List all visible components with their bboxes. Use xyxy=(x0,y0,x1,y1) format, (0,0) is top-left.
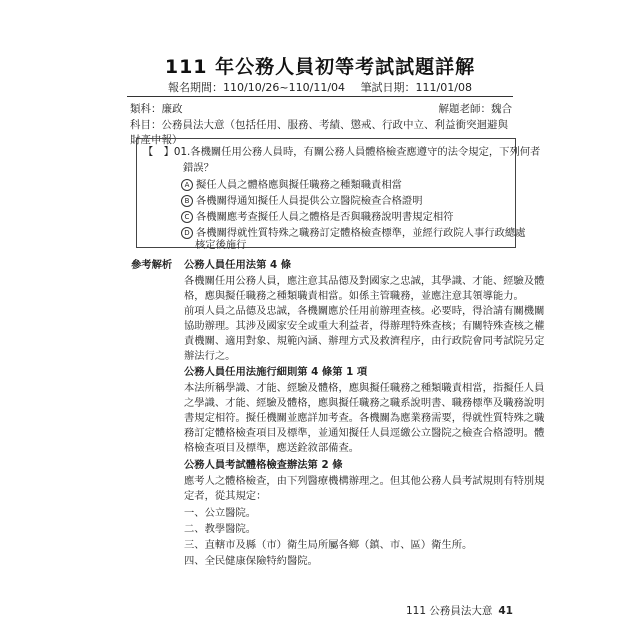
list-item: 一、公立醫院。 xyxy=(184,507,257,519)
option-c-mark: C xyxy=(181,211,193,223)
list-item: 三、直轄市及縣（市）衛生局所屬各鄉（鎮、市、區）衛生所。 xyxy=(184,539,473,551)
option-a xyxy=(181,176,402,191)
option-a-mark: A xyxy=(181,179,193,191)
option-b xyxy=(181,192,423,207)
law-heading-2: 公務人員任用法施行細則第 4 條第 1 項 xyxy=(184,366,368,378)
paragraph-line: 各機關任用公務人員，應注意其品德及對國家之忠誠，其學識、才能、經驗及體 xyxy=(184,275,545,287)
footer-text: 111 公務員法大意 xyxy=(405,605,493,617)
header-divider xyxy=(127,96,513,97)
question-stem xyxy=(143,143,540,158)
paragraph-line: 辦法行之。 xyxy=(184,350,236,362)
paragraph-line: 責機關、適用對象、規範內涵、辦理方式及救濟程序，由行政院會同考試院另定 xyxy=(184,335,545,347)
law-heading-3: 公務人員考試體格檢查辦法第 2 條 xyxy=(184,459,343,471)
category-row xyxy=(130,101,512,116)
paragraph-line: 書規定相符。擬任機關並應詳加考查。各機關為應業務需要，得就性質特殊之職 xyxy=(184,412,545,424)
paragraph-line: 之學識、才能、經驗及體格，應與擬任職務之職系說明書、職務標準及職務說明 xyxy=(184,397,545,409)
option-c xyxy=(181,208,453,223)
paragraph-line: 格檢查項目及標準，應送銓敘部備查。 xyxy=(184,442,360,454)
exam-dates xyxy=(0,79,640,95)
list-item: 二、教學醫院。 xyxy=(184,523,257,535)
paragraph-line: 定者，從其規定： xyxy=(184,490,267,502)
option-d-text-line1: 各機關得就性質特殊之職務訂定體格檢查標準，並經行政院人事行政總處 xyxy=(196,227,526,239)
page-number: 41 xyxy=(498,605,513,617)
paragraph-line: 前項人員之品德及忠誠，各機關應於任用前辦理查核。必要時，得洽請有關機關 xyxy=(184,305,545,317)
analysis-label: 參考解析 xyxy=(131,259,173,271)
paragraph-line: 務訂定體格檢查項目及標準，並通知擬任人員逕繳公立醫院之檢查合格證明。體 xyxy=(184,427,545,439)
page-title: 111 年公務人員初等考試試題詳解 xyxy=(164,56,476,78)
option-b-mark: B xyxy=(181,195,193,207)
category-label: 類科：廉政 xyxy=(130,103,183,115)
option-b-text: 各機關得通知擬任人員提供公立醫院檢查合格證明 xyxy=(196,195,423,207)
page-footer xyxy=(406,603,513,618)
option-a-text: 擬任人員之體格應與擬任職務之種類職責相當 xyxy=(196,179,402,191)
exam-date: 筆試日期：111/01/08 xyxy=(360,81,472,94)
paragraph-line: 協助辦理。其涉及國家安全或重大利益者，得辦理特殊查核；有關特殊查核之權 xyxy=(184,320,545,332)
list-item: 四、全民健康保險特約醫院。 xyxy=(184,555,318,567)
paragraph-line: 格，應與擬任職務之種類職責相當。如係主管職務，並應注意其領導能力。 xyxy=(184,290,524,302)
option-d-mark: D xyxy=(181,227,193,239)
teacher-label: 解題老師：魏合 xyxy=(438,103,512,115)
question-text-line2: 錯誤？ xyxy=(183,162,214,174)
registration-period: 報名期間：110/10/26~110/11/04 xyxy=(168,81,346,94)
question-text-line1: 01.各機關任用公務人員時，有關公務人員體格檢查應遵守的法令規定，下列何者 xyxy=(173,146,541,158)
question-box xyxy=(136,138,541,248)
option-c-text: 各機關應考查擬任人員之體格是否與職務說明書規定相符 xyxy=(196,211,454,223)
paragraph-line: 應考人之體格檢查，由下列醫療機構辦理之。但其他公務人員考試規則有特別規 xyxy=(184,475,545,487)
subject-label: 科目：公務員法大意（包括任用、服務、考績、懲戒、行政中立、利益衝突迴避與財產申報） xyxy=(130,119,508,146)
paragraph-line: 本法所稱學識、才能、經驗及體格，應與擬任職務之種類職責相當，指擬任人員 xyxy=(184,382,545,394)
law-heading-1: 公務人員任用法第 4 條 xyxy=(184,259,292,271)
option-d-text-line2: 核定後施行 xyxy=(195,239,247,251)
answer-bracket: 【 】 xyxy=(143,146,174,158)
